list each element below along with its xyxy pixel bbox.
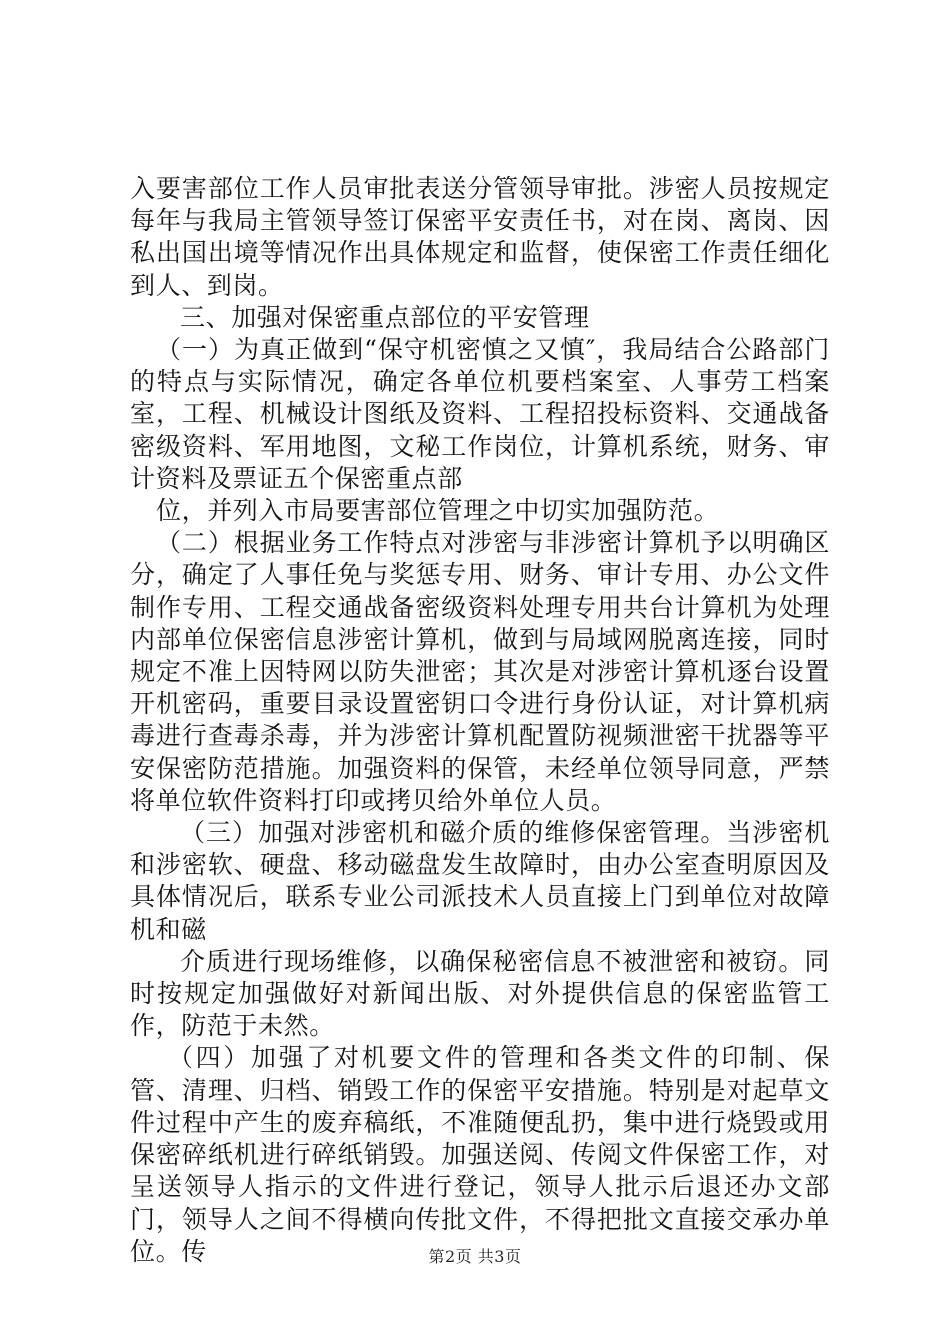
page-number-footer: 第2页 共3页 <box>428 1247 522 1266</box>
paragraph-approval-continued: 入要害部位工作人员审批表送分管领导审批。涉密人员按规定每年与我局主管领导签订保密平安责任书，对在岗、离岗、因私出国出境等情况作出具体规定和监督，使保密工作责任细化到人、到岗。 <box>130 174 830 300</box>
paragraph-item-1-continued: 位，并列入市局要害部位管理之中切实加强防范。 <box>156 496 720 526</box>
section-heading-3: 三、加强对保密重点部位的平安管理 <box>180 302 590 332</box>
paragraph-item-3-continued: 介质进行现场维修，以确保秘密信息不被泄密和被窃。同时按规定加强做好对新闻出版、对外提供信息的保密监管工作，防范于未然。 <box>130 946 830 1041</box>
paragraph-item-1: （一）为真正做到“保守机密慎之又慎″，我局结合公路部门的特点与实际情况，确定各单位机要档案室、人事劳工档案室，工程、机械设计图纸及资料、工程招投标资料、交通战备密级资料、军用地图，文秘工作岗位，计算机系统，财务、审计资料及票证五个保密重点部 <box>130 335 830 493</box>
paragraph-item-3: （三）加强对涉密机和磁介质的维修保密管理。当涉密机和涉密软、硬盘、移动磁盘发生故障时，由办公室查明原因及具体情况后，联系专业公司派技术人员直接上门到单位对故障机和磁 <box>130 818 830 944</box>
document-body <box>130 173 830 1268</box>
paragraph-item-4: （四）加强了对机要文件的管理和各类文件的印制、保管、清理、归档、销毁工作的保密平安措施。特别是对起草文件过程中产生的废弃稿纸，不准随便乱扔，集中进行烧毁或用保密碎纸机进行碎纸销毁。加强送阅、传阅文件保密工作，对呈送领导人指示的文件进行登记，领导人批示后退还办文部门，领导人之间不得横向传批文件，不得把批文直接交承办单位。传 <box>130 1043 830 1266</box>
paragraph-item-2: （二）根据业务工作特点对涉密与非涉密计算机予以明确区分，确定了人事任免与奖惩专用、财务、审计专用、办公文件制作专用、工程交通战备密级资料处理专用共台计算机为处理内部单位保密信息涉密计算机，做到与局域网脱离连接，同时规定不准上因特网以防失泄密；其次是对涉密计算机逐台设置开机密码，重要目录设置密钥口令进行身份认证，对计算机病毒进行查毒杀毒，并为涉密计算机配置防视频泄密干扰器等平安保密防范措施。加强资料的保管，未经单位领导同意，严禁将单位软件资料打印或拷贝给外单位人员。 <box>130 528 830 815</box>
